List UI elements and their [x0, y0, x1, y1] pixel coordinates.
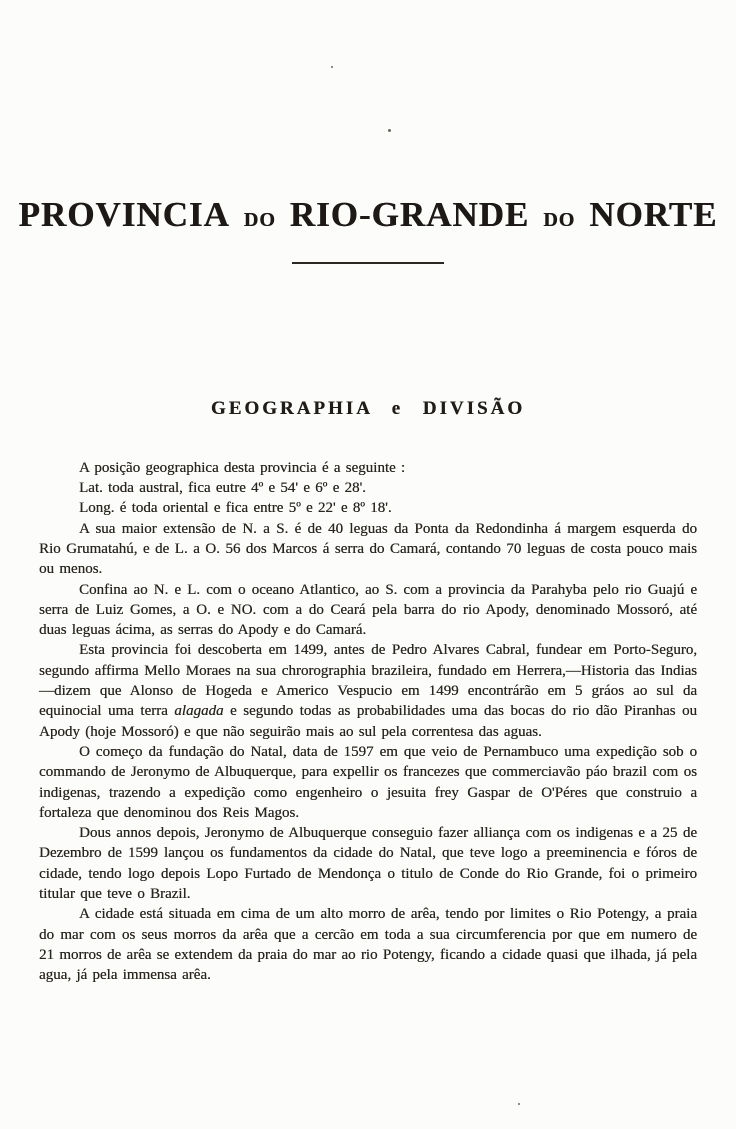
body-text [0, 458, 736, 986]
scan-speck [518, 1103, 520, 1105]
paragraph: Long. é toda oriental e fica entre 5º e 22' e 8º 18'. [79, 500, 392, 517]
title-segment-norte: NORTE [589, 195, 718, 234]
scan-speck [331, 66, 333, 68]
paragraph: A posição geographica desta provincia é a seguinte : [79, 459, 406, 476]
paragraph: Lat. toda austral, fica eutre 4º e 54' e 6º e 28'. [79, 480, 366, 497]
title-segment-do-1: DO [243, 209, 276, 231]
section-heading: GEOGRAPHIA e DIVISÃO [210, 398, 526, 419]
paragraph: O começo da fundação do Natal, data de 1597 em que veio de Pernambuco uma expedição sob o commando de Jeronymo de Albuquerque, para expellir os francezes que commerciavão páo brazil com os indigenas, trazendo a expedição como engenheiro o jesuita frey Gaspar de O'Péres que construio a fortaleza que denominou dos Reis Magos. [39, 743, 697, 821]
paragraph: Dous annos depois, Jeronymo de Albuquerque conseguio fazer alliança com os indigenas e a 25 de Dezembro de 1599 lançou os fundamentos da cidade do Natal, que teve logo a preeminencia e fóros de cidade, tendo logo depois Lopo Furtado de Mendonça o titulo de Conde do Rio Grande, foi o primeiro titular que teve o Brazil. [39, 825, 697, 903]
scan-speck [388, 129, 391, 132]
paragraph: Confina ao N. e L. com o oceano Atlantico, ao S. com a provincia da Parahyba pelo rio Guajú e serra de Luiz Gomes, a O. e NO. com a do Ceará pela barra do rio Apody, denominado Mossoró, até duas leguas ácima, as serras do Apody e do Camará. [39, 581, 697, 639]
page-title [0, 0, 736, 232]
paragraph: Esta provincia foi descoberta em 1499, antes de Pedro Alvares Cabral, fundear em Porto-Seguro, segundo affirma Mello Moraes na sua chrorographia brazileira, fundado em Herrera,—Historia das Indias—dizem que Alonso de Hogeda e Americo Vespucio em 1499 encontrárão em 5 gráos ao sul da equinocial uma terra alagada e segundo todas as probabilidades uma das bocas do rio dão Piranhas ou Apody (hoje Mossoró) e que não seguirão mais ao sul pela correntesa das aguas. [39, 642, 697, 740]
paragraph: A cidade está situada em cima de um alto morro de arêa, tendo por limites o Rio Potengy, a praia do mar com os seus morros da arêa que a cercão em toda a sua circumferencia por que em numero de 21 morros de arêa se extendem da praia do mar ao rio Potengy, ficando a cidade quasi que ilhada, já pela agua, já pela immensa arêa. [39, 906, 697, 984]
title-segment-provincia: PROVINCIA [18, 195, 230, 234]
title-segment-do-2: DO [543, 209, 576, 231]
paragraph: A sua maior extensão de N. a S. é de 40 leguas da Ponta da Redondinha á margem esquerda do Rio Grumatahú, e de L. a O. 56 dos Marcos á serra do Camará, contando 70 leguas de costa pouco mais ou menos. [39, 520, 697, 578]
title-segment-rio-grande: RIO-GRANDE [289, 195, 530, 234]
title-divider-rule [292, 262, 444, 264]
